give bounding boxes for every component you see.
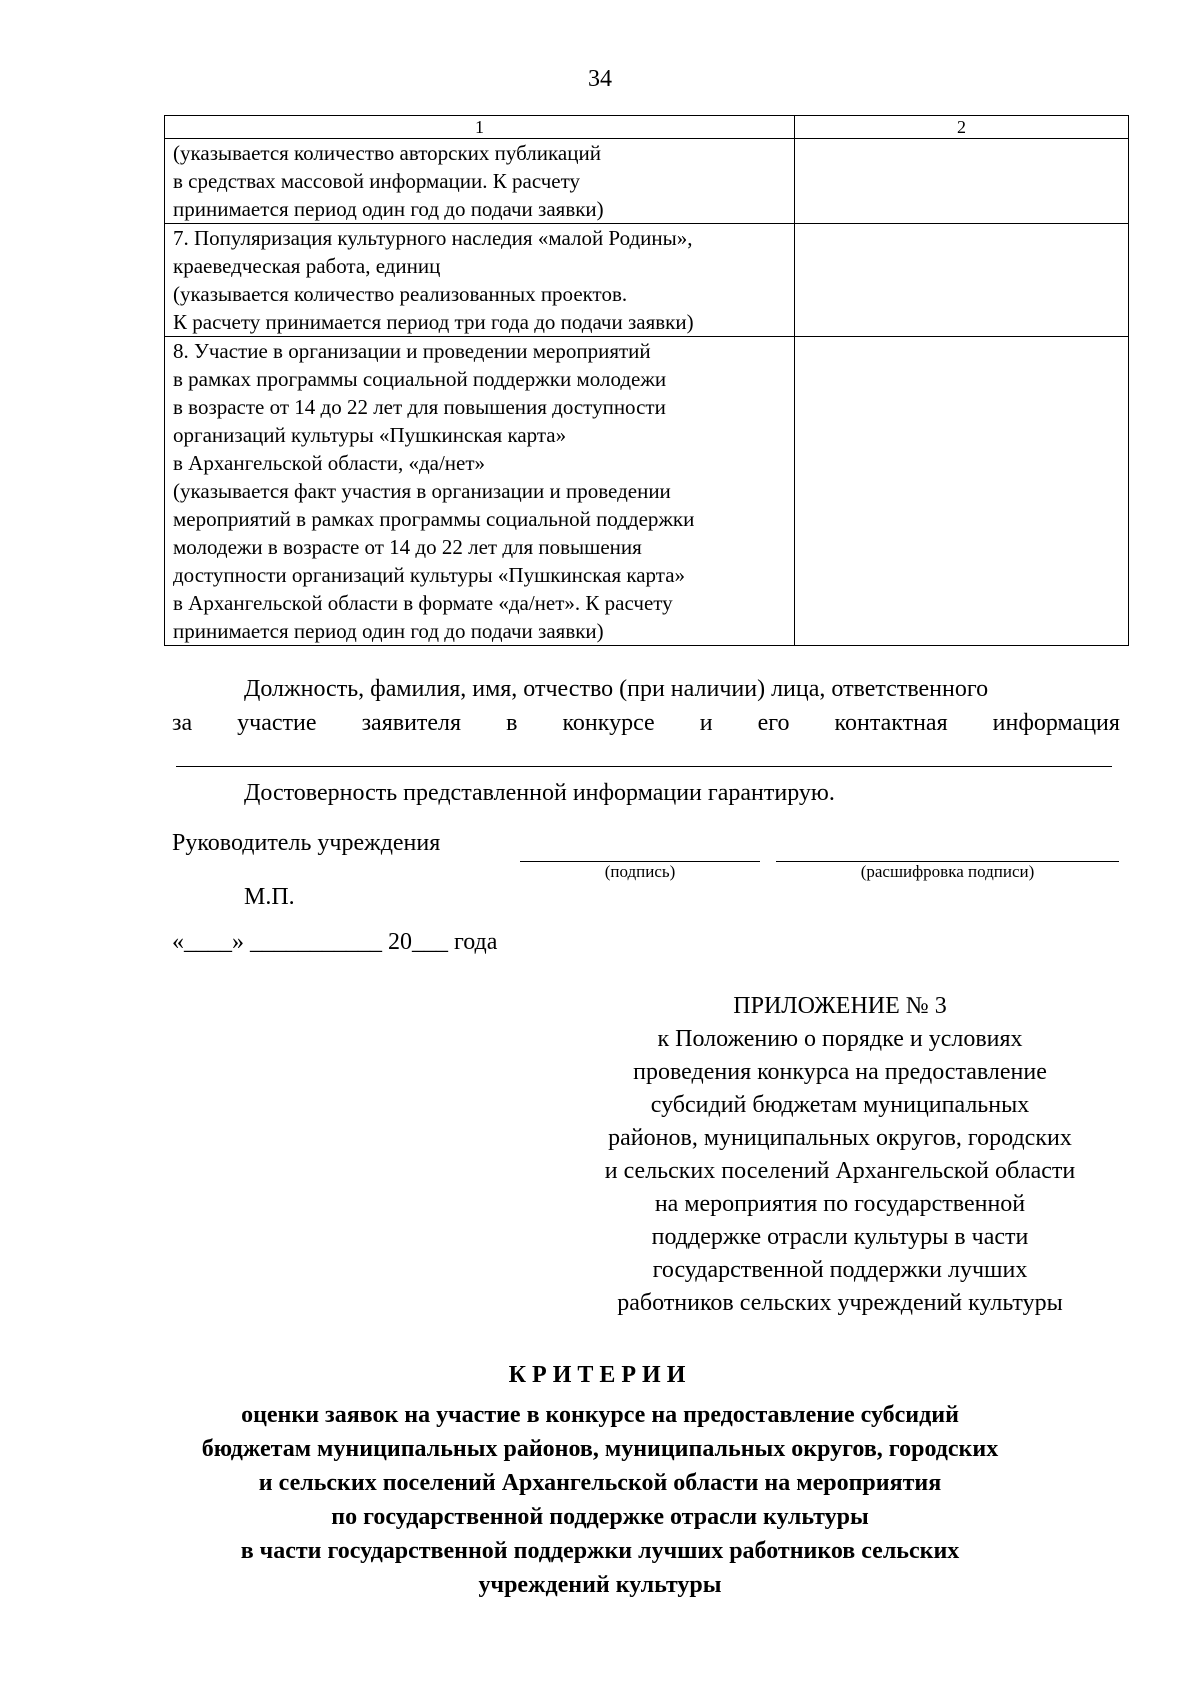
cell-text-line: в возрасте от 14 до 22 лет для повышения доступности [173, 395, 666, 419]
table-header-col2: 2 [794, 116, 1128, 139]
cell-text-line: 8. Участие в организации и проведении мероприятий [173, 339, 651, 363]
cell-text-line: в Архангельской области, «да/нет» [173, 451, 486, 475]
appendix-header [545, 990, 1135, 1320]
page-number: 34 [588, 66, 612, 92]
date-line: «____» ___________ 20___ года [172, 929, 498, 955]
table-cell-criterion [165, 337, 795, 646]
cell-text-line: доступности организаций культуры «Пушкинская карта» [173, 563, 686, 587]
justified-word: за [172, 710, 193, 736]
cell-text-line: принимается период один год до подачи заявки) [173, 197, 604, 221]
cell-text-line: организаций культуры «Пушкинская карта» [173, 423, 567, 447]
cell-text-line: мероприятий в рамках программы социальной поддержки [173, 507, 695, 531]
contact-info-fill-line[interactable] [176, 766, 1112, 767]
cell-text-line: (указывается количество реализованных проектов. [173, 282, 628, 306]
appendix-line: к Положению о порядке и условиях [657, 1026, 1023, 1052]
appendix-line: субсидий бюджетам муниципальных [650, 1092, 1030, 1118]
cell-text-line: 7. Популяризация культурного наследия «малой Родины», [173, 226, 693, 250]
cell-text-line: (указывается факт участия в организации и проведении [173, 479, 671, 503]
cell-text-line: в Архангельской области в формате «да/нет». К расчету [173, 591, 673, 615]
appendix-line: и сельских поселений Архангельской области [604, 1158, 1076, 1184]
responsible-person-label: Должность, фамилия, имя, отчество (при наличии) лица, ответственного [244, 676, 989, 702]
table-cell-value[interactable] [794, 337, 1128, 646]
cell-text-line: (указывается количество авторских публикаций [173, 141, 601, 165]
appendix-line: поддержке отрасли культуры в части [651, 1224, 1029, 1250]
table-header-col1: 1 [165, 116, 795, 139]
criteria-subtitle-line: оценки заявок на участие в конкурсе на предоставление субсидий [241, 1402, 959, 1428]
justified-word: конкурсе [562, 710, 655, 736]
appendix-line: работников сельских учреждений культуры [617, 1290, 1063, 1316]
criteria-subtitle [0, 1398, 1200, 1602]
criteria-title: КРИТЕРИИ [508, 1362, 692, 1388]
criteria-subtitle-line: учреждений культуры [478, 1572, 722, 1598]
cell-text-line: краеведческая работа, единиц [173, 254, 441, 278]
table-cell-criterion [165, 224, 795, 337]
signature-caption: (подпись) [604, 862, 676, 881]
responsible-person-label-cont [172, 706, 1120, 740]
justified-word: заявителя [361, 710, 462, 736]
cell-text-line: принимается период один год до подачи заявки) [173, 619, 604, 643]
head-of-institution-label: Руководитель учреждения [172, 830, 441, 856]
justified-word: информация [992, 710, 1120, 736]
appendix-line: проведения конкурса на предоставление [633, 1059, 1047, 1085]
table-row [165, 224, 1129, 337]
appendix-title: ПРИЛОЖЕНИЕ № 3 [733, 993, 947, 1019]
justified-word: контактная [834, 710, 948, 736]
cell-text-line: молодежи в возрасте от 14 до 22 лет для повышения [173, 535, 642, 559]
cell-text-line: К расчету принимается период три года до подачи заявки) [173, 310, 694, 334]
justified-word: его [757, 710, 790, 736]
guarantee-statement: Достоверность представленной информации гарантирую. [244, 780, 835, 806]
criteria-subtitle-line: в части государственной поддержки лучших работников сельских [240, 1538, 960, 1564]
cell-text-line: в рамках программы социальной поддержки молодежи [173, 367, 667, 391]
appendix-line: государственной поддержки лучших [652, 1257, 1028, 1283]
table-row [165, 139, 1129, 224]
signature-decode-caption: (расшифровка подписи) [860, 862, 1035, 881]
cell-text-line: в средствах массовой информации. К расчету [173, 169, 580, 193]
appendix-line: районов, муниципальных округов, городских [608, 1125, 1072, 1151]
criteria-table [164, 115, 1129, 646]
criteria-subtitle-line: по государственной поддержке отрасли культуры [331, 1504, 869, 1530]
stamp-place-label: М.П. [244, 884, 295, 910]
appendix-line: на мероприятия по государственной [654, 1191, 1026, 1217]
criteria-subtitle-line: бюджетам муниципальных районов, муниципальных округов, городских [201, 1436, 999, 1462]
table-row [165, 337, 1129, 646]
table-cell-value[interactable] [794, 224, 1128, 337]
justified-word: в [506, 710, 518, 736]
justified-word: участие [237, 710, 317, 736]
table-cell-value[interactable] [794, 139, 1128, 224]
table-cell-criterion [165, 139, 795, 224]
justified-word: и [699, 710, 713, 736]
table-header-row [165, 116, 1129, 139]
criteria-subtitle-line: и сельских поселений Архангельской области на мероприятия [258, 1470, 942, 1496]
